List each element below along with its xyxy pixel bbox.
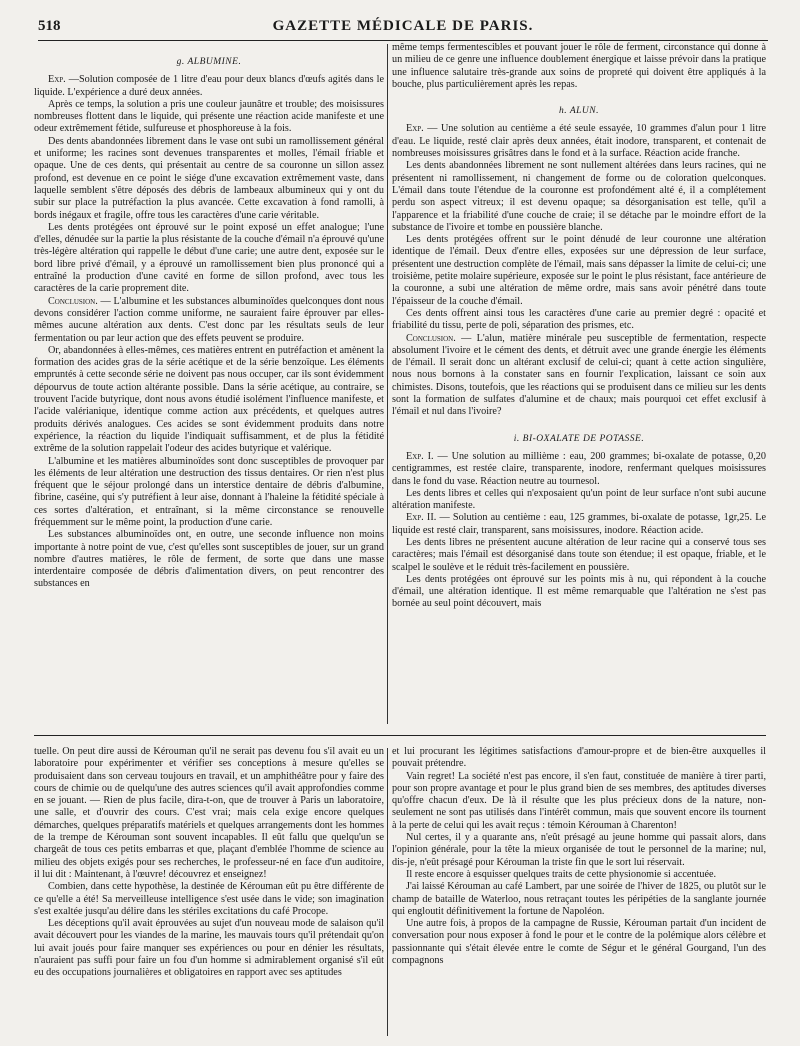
paragraph: [392, 881, 766, 918]
paragraph-text: Les dents protégées ont éprouvé sur les points mis à nu, qui répondent à la couche d'émail, une altération identique. Il est même remarquable que l'altération ne s'est pas bornée au seul point découvert, mais: [392, 573, 766, 610]
paragraph-text: — L'albumine et les substances albuminoïdes quelconques dont nous devons considérer l'action comme uniforme, ne sauraient faire éprouver par elles-mêmes aucune altération aux dents. C'est donc par les résultats seuls de leur fermentation ou par leur action que des effets peuvent se produire.: [34, 295, 384, 344]
paragraph: [34, 746, 384, 881]
paragraph-text: Des dents abandonnées librement dans le vase ont subi un ramollissement général et uniforme; les racines sont devenues transparentes et molles, l'émail friable et opaque. Une de ces dents, qui présentait au centre de sa couronne un sillon assez profond, est devenue en ce point le siége d'une excavation extrêmement vaste, dans laquelle semblent s'être déposés des débris de lambeaux albumineux qui y ont du subir sur place la putréfaction la plus avancée. Cette excavation à fond ramolli, à bords inégaux et fragile, offre tous les caractères d'une carie véritable.: [34, 135, 384, 221]
paragraph: [392, 160, 766, 234]
paragraph: [392, 537, 766, 574]
section-heading-albumine: g. ALBUMINE.: [176, 57, 242, 67]
paragraph: [392, 308, 766, 333]
paragraph-text: Les dents protégées ont éprouvé sur le point exposé un effet analogue; l'une d'elles, dénudée sur la partie la plus résistante de la couche d'émail n'a éprouvé qu'une très-légère altération qui rappelle le début d'une carie; une autre dent, exposée sur le bord libre privé d'émail, y a éprouvé un ramollissement bien plus prononcé qui a entraîné la production d'une cavité en forme de sillon profond, avec tous les caractères de la carie proprement dite.: [34, 221, 384, 295]
paragraph-lead: Exp.: [406, 123, 424, 135]
section-heading-alun: h. ALUN.: [559, 106, 599, 117]
page-header: [38, 14, 768, 41]
paragraph-text: Vain regret! La société n'est pas encore, il s'en faut, constituée de manière à tirer parti, pour son propre avantage et pour le plus grand bien de ses membres, des aptitudes diverses qu'offre chacun d'eux. De là il résulte que les plus précieux dons de la nature, non-seulement ne sont pas utilisés dans l'intérêt commun, mais que souvent encore ils tournent à la perte de celui qui les avait reçus : témoin Kérouman à Charenton!: [392, 770, 766, 831]
paragraph: [392, 746, 766, 771]
paragraph-lead: Exp.: [48, 74, 66, 86]
paragraph-lead: Conclusion.: [406, 332, 456, 344]
paragraph-text: Il reste encore à esquisser quelques traits de cette physionomie si accentuée.: [406, 868, 717, 880]
paragraph-text: Après ce temps, la solution a pris une couleur jaunâtre et trouble; des moisissures nombreuses flottent dans le liquide, qui présente une réaction acide manifeste et une odeur extrêmement fétide, sulfureuse et phosphoreuse à la fois.: [34, 98, 384, 135]
paragraph: [392, 451, 766, 488]
paragraph-text: Nul certes, il y a quarante ans, n'eût présagé au jeune homme qui passait alors, dans l'opinion générale, pour la tête la mieux organisée de tout le personnel de la marine; nul, dis-je, n'eût présagé pour Kérouman la triste fin que le sort lui réservait.: [392, 832, 766, 868]
paragraph-text: Ces dents offrent ainsi tous les caractères d'une carie au premier degré : opacité et friabilité du tissu, perte de poli, séparation des prismes, etc.: [392, 307, 766, 332]
paragraph: [392, 123, 766, 160]
paragraph-text: J'ai laissé Kérouman au café Lambert, par une soirée de l'hiver de 1825, ou plutôt sur le champ de bataille de Waterloo, nous retraçant toutes les péripéties de la sanglante journée qui engloutit définitivement la fortune de Napoléon.: [392, 881, 766, 917]
paragraph-lead: Exp. II.: [406, 512, 437, 524]
bottom-left-paragraphs: [34, 746, 384, 980]
column-divider-top: [387, 44, 388, 724]
paragraph-lead: Exp. I.: [406, 450, 434, 462]
paragraph: [392, 918, 766, 967]
paragraph: [392, 771, 766, 832]
top-left-paragraphs: [34, 74, 384, 590]
paragraph-text: Les dents protégées offrent sur le point dénudé de leur couronne une altération identique de l'émail. Deux d'entre elles, exposées sur une dépression de leur surface, présentent une destruction complète de l'émail, mais sans dépasser la limite de celui-ci; une troisième, petite molaire supérieure, exposée sur le point le plus résistant, face antérieure de la couronne, a subi une altération de même ordre, mais sans avoir pénétré dans toute l'épaisseur de la couche d'émail.: [392, 234, 766, 307]
paragraph: [34, 881, 384, 918]
paragraph-text: Combien, dans cette hypothèse, la destinée de Kérouman eût pu être différente de ce qu'elle a été! Sa merveilleuse intelligence s'est usée dans le vide; son imagination s'est exaltée jusqu'au délire dans les stériles excitations du café Procope.: [34, 881, 384, 917]
paragraph: [34, 345, 384, 456]
paragraph-text: Les dents libres et celles qui n'exposaient qu'un point de leur surface n'ont subi aucune altération manifeste.: [392, 487, 766, 512]
paragraph-text: Une autre fois, à propos de la campagne de Russie, Kérouman partait d'un incident de conversation pour nous exposer à fond le pour et le contre de la polémique alors célèbre et passionnante qui s'était élevée entre le comte de Ségur et le général Gourgand, l'un des compagnons: [392, 918, 766, 967]
paragraph: [34, 456, 384, 530]
section-heading-bi-oxalate: i. BI-OXALATE DE POTASSE.: [513, 433, 645, 444]
paragraph-text: Les dents libres ne présentent aucune altération de leur racine qui a conservé tous ses caractères; mais l'émail est désorganisé dans toute son étendue; il est opaque, friable, et le scalpel le soulève et le réduit très-facilement en poussière.: [392, 536, 766, 573]
paragraph-lead: Conclusion.: [48, 295, 98, 307]
bottom-right-paragraphs: [392, 746, 766, 967]
bottom-left-column: [34, 746, 384, 1036]
paragraph-text: Les substances albuminoïdes ont, en outre, une seconde influence non moins importante à notre point de vue, c'est qu'elles sont susceptibles de jouer, sur un grand nombre d'autres matières, le rôle de ferment, de sorte que dans une masse interdentaire composée de débris d'alimentation divers, on peut rencontrer des substances en: [34, 529, 384, 590]
bottom-right-column: [392, 746, 766, 1036]
paragraph: [392, 869, 766, 881]
paragraph: [34, 99, 384, 136]
paragraph: [392, 488, 766, 513]
paragraph: [392, 333, 766, 419]
paragraph-text: Les dents abandonnées librement ne sont nullement altérées dans leurs racines, qui ne présentent ni ramollissement, ni changement de forme ou de coloration quelconques. L'émail dans toute l'étendue de la couronne est profondément alté é, il a complétement perdu son aspect vitreux; il est devenu opaque; sa désorganisation est telle, qu'il a l'apparence et la friabilité d'une couche de craie; il se détache par le moindre effort de la substance de l'ivoire et tombe en poussière blanche.: [392, 160, 766, 233]
paragraph: [34, 74, 384, 99]
paragraph-text: — Solution au centième : eau, 125 grammes, bi-oxalate de potasse, 1gr,25. Le liquide est resté clair, transparent, sans moisissures, inodore. Réaction acide.: [392, 512, 766, 536]
top-right-paragraphs-2: [392, 451, 766, 611]
paragraph-text: Or, abandonnées à elles-mêmes, ces matières entrent en putréfaction et amènent la formation des acides gras de la série acétique et de la série benzoïque. Les éléments empruntés à cette seconde série ne doivent pas nous occuper, car ils sont évidemment dépourvus de toute action altérante possible. Dans la série acétique, au contraire, se trouvent l'acide butyrique, dont nous avons étudié isolément l'influence manifeste, et l'acide valérianique, identique comme action aux précédents, et quelques autres produits dérivés analogues. Ces acides se sont évidemment produits dans notre expérience, la réaction du liquide l'indiquait suffisamment, et de plus la fétidité extrême de la solution rappelait l'odeur des acides butyrique et valérique.: [34, 344, 384, 455]
journal-title: GAZETTE MÉDICALE DE PARIS.: [272, 18, 534, 34]
paragraph: [392, 832, 766, 869]
top-left-column: [34, 42, 384, 727]
paragraph-text: — Une solution au millième : eau, 200 grammes; bi-oxalate de potasse, 0,20 centigrammes, est restée claire, transparente, inodore, renfermant quelques moisissures dans le fond du vase. Réaction neutre au tournesol.: [392, 450, 766, 487]
top-right-column: [392, 42, 766, 727]
paragraph: [34, 918, 384, 979]
paragraph-text: L'albumine et les matières albuminoïdes sont donc susceptibles de provoquer par les éléments de leur altération une destruction des tissus dentaires. Or rien n'est plus fréquent que le séjour prolongé dans un interstice dentaire de débris d'albumine, fibrine, caséine, qui s'y putréfient à leur aise, donnant à l'haleine la fétidité spéciale à ces sortes d'altération, et entraînant, si la même circonstance se renouvelle fréquemment sur le même point, la production d'une carie.: [34, 455, 384, 528]
paragraph: [392, 512, 766, 537]
paragraph: [392, 234, 766, 308]
paragraph: [34, 529, 384, 590]
paragraph-text: — L'alun, matière minérale peu susceptible de fermentation, respecte absolument l'ivoire et le cément des dents, et détruit avec une grande énergie les éléments de l'émail. Il serait donc un altérant exclusif de celui-ci; quant à cette action singulière, nous nous bornons à la constater sans en fournir l'explication, laissant ce soin aux chimistes. Disons, toutefois, que les réactions qui se produisent dans ce milieu sur les dents sont la formation de sulfates d'alumine et de chaux; mais pourquoi cet effet exclusif à l'émail et nul dans l'ivoire?: [392, 332, 766, 418]
paragraph: [392, 574, 766, 611]
paragraph-text: et lui procurant les légitimes satisfactions d'amour-propre et de bien-être auxquelles il pouvait prétendre.: [392, 746, 766, 770]
paragraph: [34, 222, 384, 296]
paragraph-text: —Solution composée de 1 litre d'eau pour deux blancs d'œufs agités dans le liquide. L'expérience a duré deux années.: [34, 74, 384, 98]
section-separator-rule: [34, 735, 766, 736]
top-right-paragraphs: [392, 123, 766, 418]
column-divider-bottom: [387, 748, 388, 1036]
paragraph: [34, 136, 384, 222]
paragraph: [34, 296, 384, 345]
paragraph-text: Les déceptions qu'il avait éprouvées au sujet d'un nouveau mode de salaison qu'il avait découvert pour les viandes de la marine, les mauvais tours qu'il prétendait qu'on lui avait joués pour faire manquer ses expériences ou pour en dénier les résultats, n'auraient pas suffi pour faire un fou d'un homme si admirablement organisé s'il eût eu des occupations journalières et obligatoires en rapport avec ses aptitudes: [34, 918, 384, 979]
paragraph-text: — Une solution au centième a été seule essayée, 10 grammes d'alun pour 1 litre d'eau. Le liquide, resté clair après deux années, était inodore, transparent, et contenait de nombreuses moisissures grisâtres dans le fond et à la surface. Réaction acide franche.: [392, 123, 766, 160]
page-number: 518: [38, 18, 61, 34]
continued-paragraph: même temps fermentescibles et pouvant jouer le rôle de ferment, circonstance qui donne à un milieu de ce genre une influence doublement énergique et laisse prévoir dans la pratique une influence salutaire très-grande aux soins de propreté qui doivent être appliqués à la bouche, plus particulièrement après les repas.: [392, 42, 766, 90]
paragraph-text: tuelle. On peut dire aussi de Kérouman qu'il ne serait pas devenu fou s'il avait eu un laboratoire pour expérimenter et vérifier ses conceptions à mesure qu'elles se produisaient dans son cerveau toujours en travail, et un amphithéâtre pour y faire des cours de chimie ou de quelqu'une des autres sciences qu'il avait approfondies comme en se jouant. — Rien de plus facile, dira-t-on, que de trouver à Paris un laboratoire, une salle, et d'ouvrir des cours. C'est vrai; mais cela exige encore quelques démarches, quelques préparatifs matériels et quelques arrangements dont les hommes de la trempe de Kérouman sont souvent incapables. Il eût fallu que quelqu'un se chargeât de tous ces petits embarras et que, plaçant d'emblée l'homme de science au milieu des objets exigés pour ses recherches, le professeur-né en face d'un auditoire, il lui dit : Maintenant, à l'œuvre! découvrez et enseignez!: [34, 746, 384, 880]
